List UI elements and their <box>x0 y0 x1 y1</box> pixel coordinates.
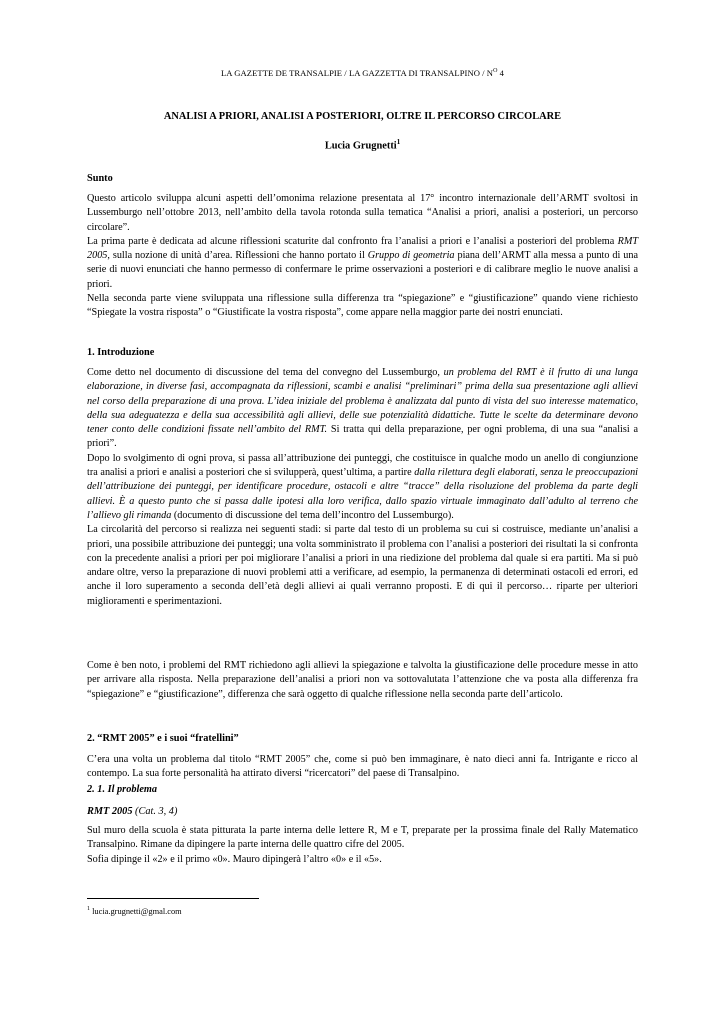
article-title: ANALISI A PRIORI, ANALISI A POSTERIORI, OLTRE IL PERCORSO CIRCOLARE <box>163 111 562 122</box>
intro-heading: 1. Introduzione <box>87 347 155 358</box>
section-2-heading: 2. “RMT 2005” e i suoi “fratellini” <box>87 733 239 744</box>
intro-body-2 <box>87 659 638 702</box>
intro-paragraph-4: Come è ben noto, i problemi del RMT richiedono agli allievi la spiegazione e talvolta la giustificazione delle procedure messe in atto per arrivare alla risposta. Nella preparazione dell’analisi a priori non va sottovalutata l’attenzione che va posta alla differenza fra “spiegazione” e “giustificazione”, differenza che sarà oggetto di qualche riflessione nella seconda parte dell’articolo. <box>87 660 638 700</box>
footnote: $^1$ lucia.grugnetti@gmal.com <box>87 906 182 916</box>
intro-body <box>87 366 638 609</box>
footnote-divider <box>87 898 259 899</box>
problem-paragraph-2: Sofia dipinge il «2» e il primo «0». Mauro dipingerà l’altro «0» e il «5». <box>87 853 382 865</box>
sunto-paragraph-2: La prima parte è dedicata ad alcune riflessioni scaturite dal confronto fra l’analisi a priori e l’analisi a posteriori del problema RMT 2005, sulla nozione di unità d’area. Riflessioni che hanno portato il Gruppo di geometria piana dell’ARMT alla messa a punto di una serie di nuovi enunciati che hanno permesso di confermare le prime osservazioni a posteriori e di calibrare meglio le nuove analisi a priori. <box>87 235 638 290</box>
intro-paragraph-1: Come detto nel documento di discussione del tema del convegno del Lussemburgo, un problema del RMT è il frutto di una lunga elaborazione, in diverse fasi, accompagnata da riflessioni, scambi e analisi “preliminari” prima della sua presentazione agli allievi nel corso della preparazione di una prova. L’idea iniziale del problema è analizzata dal punto di vista del suo interesse matematico, della sua adeguatezza e della sua accessibilità agli allievi, delle sue potenzialità didattiche. Tutte le scelte da determinare devono tener conto delle condizioni fissate nell’ambito del RMT. Si tratta qui della preparazione, per ogni problema, di una sua “analisi a priori”. <box>87 367 638 450</box>
author-line <box>87 138 638 151</box>
footnote-email: lucia.grugnetti@gmal.com <box>90 906 182 916</box>
issue-superscript: O <box>493 68 498 75</box>
problem-paragraph-1: Sul muro della scuola è stata pitturata la parte interna delle lettere R, M e T, preparate per la prossima finale del Rally Matematico Transalpino. Rimane da dipingere la parte interna delle quattro cifre del 2005. <box>87 825 638 851</box>
sunto-paragraph-3: Nella seconda parte viene sviluppata una riflessione sulla differenza tra “spiegazione” e “giustificazione” quando viene richiesto “Spiegate la vostra risposta” o “Giustificate la vostra risposta”, come appare nella maggior parte dei nostri enunciati. <box>87 293 638 319</box>
problem-title: RMT 2005 (Cat. 3, 4) <box>87 806 178 817</box>
section-2-paragraph-1: C’era una volta un problema dal titolo “RMT 2005” che, come si può ben immaginare, è nato dieci anni fa. Intrigante e ricco al contempo. La sua forte personalità ha attirato diversi “ricercatori” del paese di Transalpino. <box>87 754 638 780</box>
running-header: LA GAZETTE DE TRANSALPIE / LA GAZZETTA DI TRANSALPINO / $N^O$ 4 <box>221 68 504 78</box>
subsection-2-1-heading: 2. 1. Il problema <box>87 784 158 795</box>
sunto-heading: Sunto <box>87 173 113 184</box>
problem-body <box>87 824 638 867</box>
intro-paragraph-2: Dopo lo svolgimento di ogni prova, si passa all’attribuzione dei punteggi, che costituisce in qualche modo un anello di congiunzione tra analisi a priori e analisi a posteriori che si svilupperà, quest’ultima, a partire dalla rilettura degli elaborati, senza le preoccupazioni dell’attribuzione dei punteggi, per identificare procedure, ostacoli e altre “tracce” della risoluzione del problema da parte degli allievi. È a questo punto che si passa dalle ipotesi alla loro verifica, dallo spazio virtuale immaginato dall’adulto al terreno che l’allievo gli rimanda (documento di discussione del tema dell’incontro del Lussemburgo). <box>87 452 638 521</box>
sunto-body <box>87 192 638 321</box>
footnote-ref: 1 <box>396 138 401 146</box>
author-name: Lucia Grugnetti <box>324 140 397 152</box>
section-2-body <box>87 753 638 782</box>
sunto-paragraph-1: Questo articolo sviluppa alcuni aspetti dell’omonima relazione presentata al 17° incontro internazionale dell’ARMT svoltosi in Lussemburgo nell’ottobre 2013, nell’ambito della tavola rotonda sulla tematica “Analisi a priori, analisi a posteriori, un percorso circolare”. <box>87 193 638 233</box>
intro-paragraph-3: La circolarità del percorso si realizza nei seguenti stadi: si parte dal testo di un problema su cui si costruisce, mediante un’analisi a priori, una possibile attribuzione dei punteggi; una volta somministrato il problema con l’analisi a posteriori dei risultati la si confronta con la precedente analisi a priori per poi migliorare l’analisi a priori in una riedizione del problema dal quale si era partiti. Ma si può andare oltre, verso la preparazione di nuovi problemi atti a verificare, ad esempio, la permanenza di determinati ostacoli ed errori, ed anche il loro superamento a seconda dell’età degli allievi ai quali verranno proposti. E di qui il percorso… riparte per ulteriori miglioramenti e sperimentazioni. <box>87 524 638 607</box>
